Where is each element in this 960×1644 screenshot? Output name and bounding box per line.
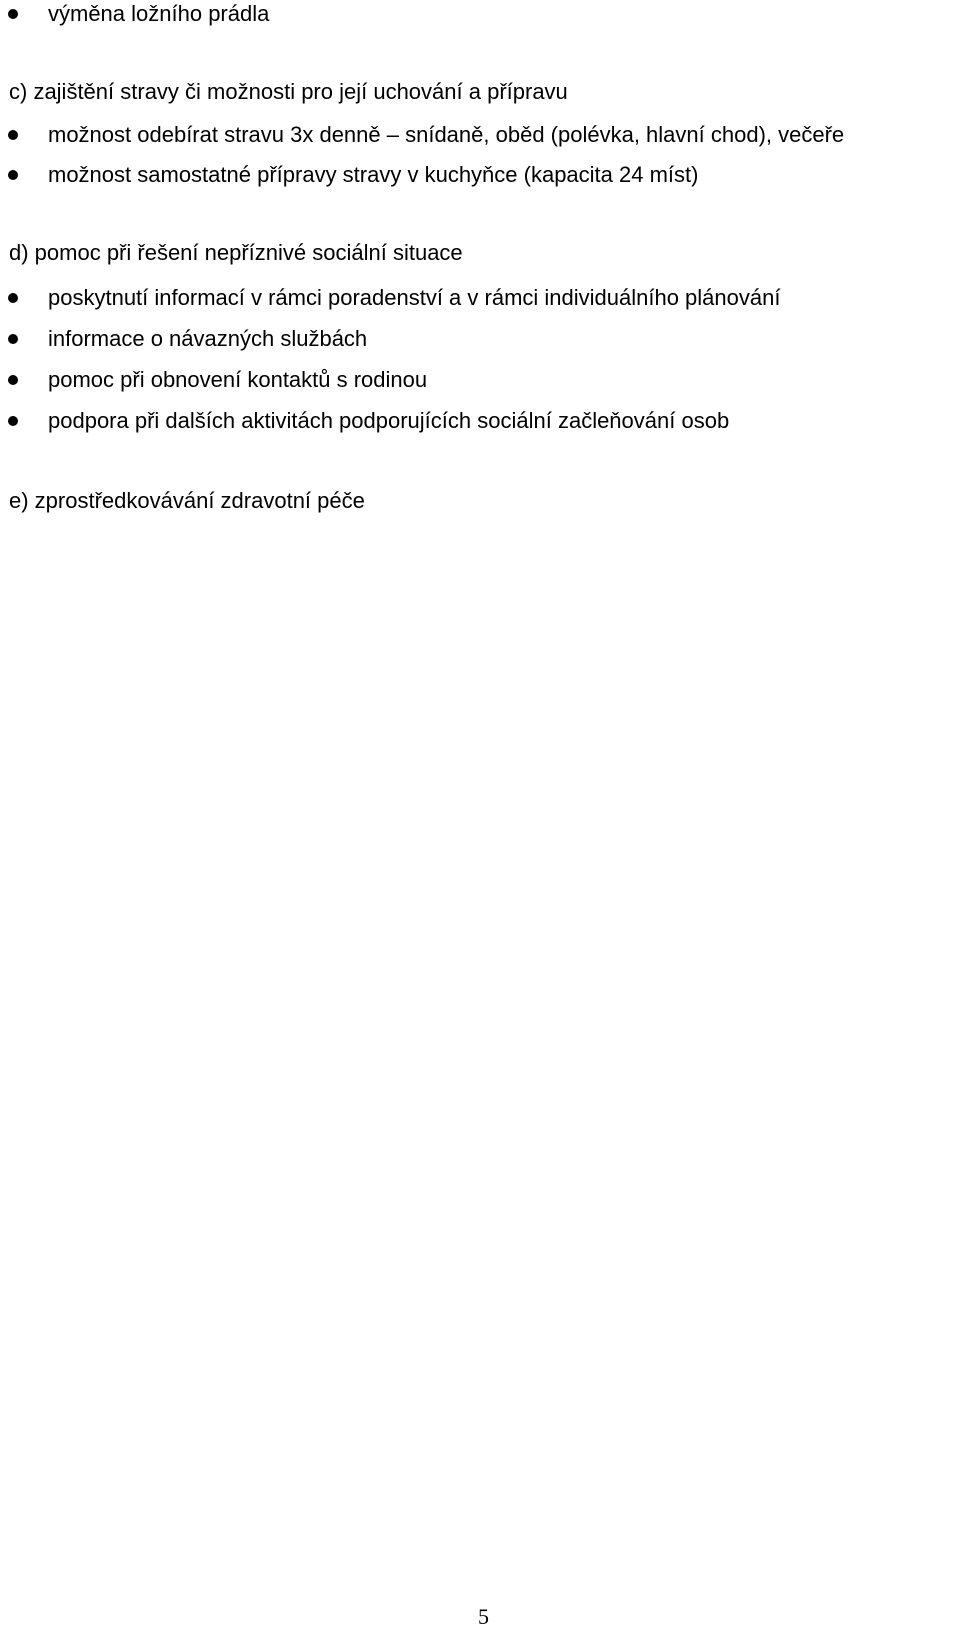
list-item bbox=[0, 0, 960, 28]
list-item bbox=[0, 407, 960, 435]
bullet-icon bbox=[8, 170, 18, 180]
list-item-text: poskytnutí informací v rámci poradenství a v rámci individuálního plánování bbox=[48, 285, 781, 310]
page-number: 5 bbox=[478, 1604, 489, 1629]
list-item bbox=[0, 161, 960, 189]
list-item-text: informace o návazných službách bbox=[48, 326, 368, 351]
list-item-text: možnost odebírat stravu 3x denně – snídaně, oběd (polévka, hlavní chod), večeře bbox=[48, 122, 845, 147]
section-heading-e: e) zprostředkovávání zdravotní péče bbox=[9, 488, 365, 513]
bullet-icon bbox=[8, 9, 18, 19]
list-item bbox=[0, 366, 960, 394]
list-item bbox=[0, 121, 960, 149]
list-item-text: pomoc při obnovení kontaktů s rodinou bbox=[48, 367, 428, 392]
list-item-text: výměna ložního prádla bbox=[48, 1, 270, 26]
list-item bbox=[0, 325, 960, 353]
list-item-text: možnost samostatné přípravy stravy v kuchyňce (kapacita 24 míst) bbox=[48, 162, 699, 187]
bullet-icon bbox=[8, 130, 18, 140]
section-heading-c: c) zajištění stravy či možnosti pro její uchování a přípravu bbox=[9, 79, 568, 104]
bullet-icon bbox=[8, 416, 18, 426]
section-heading-d: d) pomoc při řešení nepříznivé sociální situace bbox=[9, 240, 463, 265]
list-item bbox=[0, 284, 960, 312]
bullet-icon bbox=[8, 375, 18, 385]
bullet-icon bbox=[8, 334, 18, 344]
bullet-icon bbox=[8, 293, 18, 303]
list-item-text: podpora při dalších aktivitách podporujících sociální začleňování osob bbox=[48, 408, 730, 433]
